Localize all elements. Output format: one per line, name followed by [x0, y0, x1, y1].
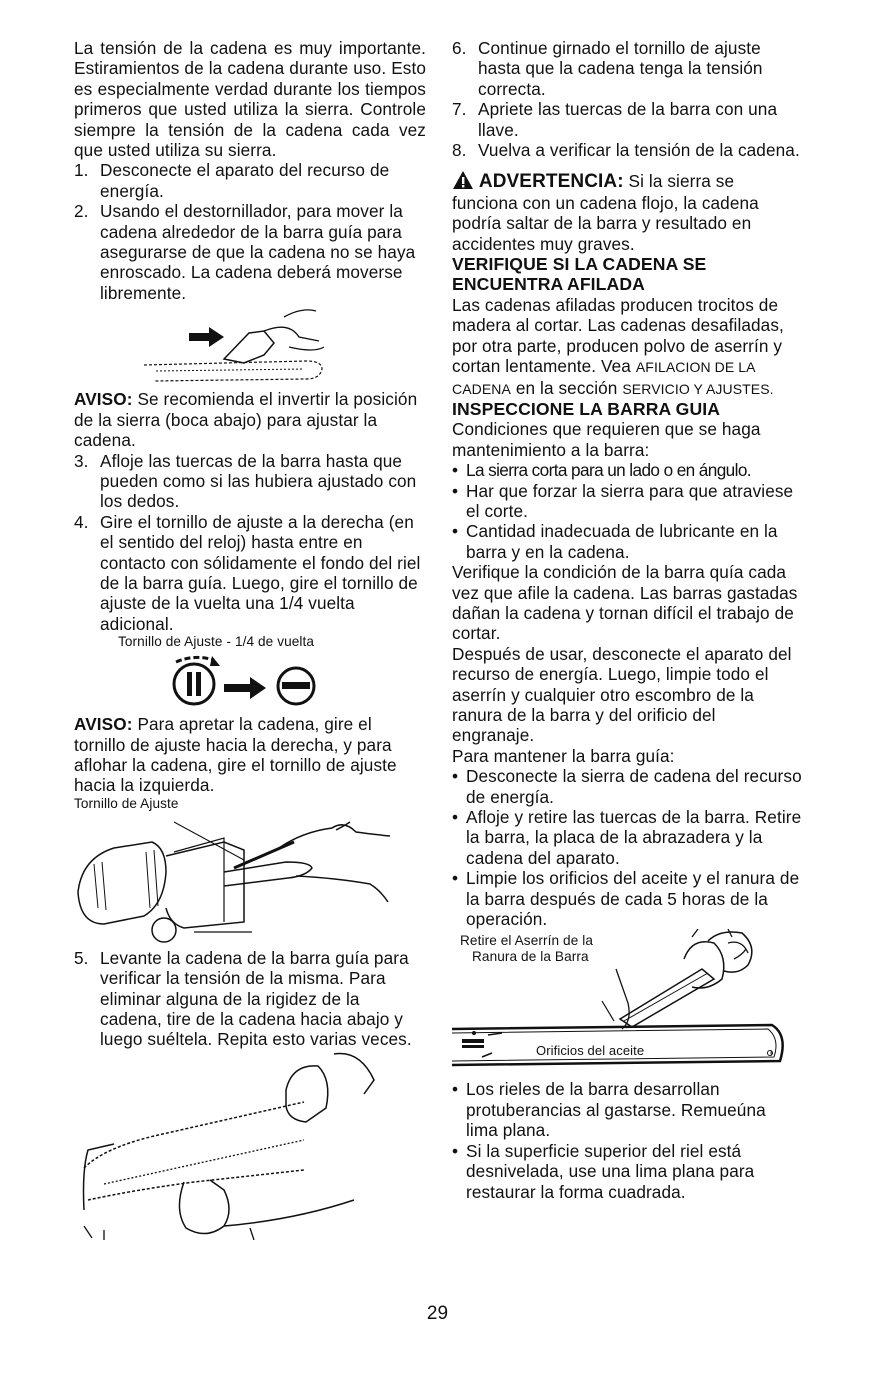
list-item	[452, 1141, 802, 1202]
list-item	[452, 481, 802, 522]
step-number: 1.	[74, 160, 89, 181]
step-3	[74, 451, 426, 512]
list-item	[452, 1079, 802, 1140]
step-2	[74, 201, 426, 303]
list-item	[452, 460, 802, 480]
step-number: 6.	[452, 38, 467, 58]
screwdriver-chain-illustration	[74, 303, 426, 389]
figure-lift-chain	[74, 1050, 426, 1240]
list-item-text: Si la superficie superior del riel está desnivelada, use una lima plana para restaurar la forma cuadrada.	[466, 1140, 755, 1202]
bullet: •	[452, 480, 459, 501]
warning-triangle-icon	[452, 170, 474, 190]
aviso-2	[74, 714, 426, 796]
aviso-label: AVISO:	[74, 714, 133, 735]
verify-paragraph: Verifique la condición de la barra quía cada vez que afile la cadena. Las barras gastadas dañan la cadena y tornan difícil el trabajo de cortar.	[452, 562, 798, 644]
bar-conditions-paragraph: Condiciones que requieren que se haga mantenimiento a la barra:	[452, 419, 761, 460]
hands-lifting-chain-illustration	[74, 1050, 426, 1240]
step-number: 2.	[74, 201, 89, 222]
figure-screwdriver-chain	[74, 303, 426, 389]
bullet: •	[452, 1079, 459, 1100]
step-1	[74, 160, 426, 201]
bar-conditions-list	[452, 460, 802, 562]
intro-paragraph: La tensión de la cadena es muy importante. Estiramientos de la cadena durante uso. Esto es especialmente verdad durante los tiempos primeros que usted utiliza la sierra. Controle siempre la tensión de la cadena cada vez que usted utiliza su sierra.	[74, 38, 426, 161]
page-number: 29	[426, 1303, 449, 1324]
saw-adjusting-illustration	[74, 812, 426, 946]
rail-maintenance-list	[452, 1079, 802, 1201]
warning-label: ADVERTENCIA:	[478, 171, 624, 193]
warning-block	[452, 170, 802, 254]
maintain-paragraph: Para mantener la barra guía:	[452, 745, 675, 766]
list-item-text: Desconecte la sierra de cadena del recurso de energía.	[466, 766, 802, 807]
aviso-1	[74, 389, 426, 450]
sharpness-text-2: en la sección	[515, 377, 618, 398]
reference-service: SERVICIO Y AJUSTES.	[622, 380, 774, 397]
list-item-text: Limpie los orificios del aceite y el ranura de la barra después de cada 5 horas de la operación.	[466, 868, 800, 930]
step-8	[452, 140, 802, 160]
figure-caption: Tornillo de Ajuste - 1/4 de vuelta	[118, 634, 315, 650]
sharpness-text: Las cadenas afiladas producen trocitos de madera al cortar. Las cadenas desafiladas, por otra parte, producen polvo de aserrín y cortan lentamente. Vea	[452, 294, 784, 377]
list-item-text: Cantidad inadecuada de lubricante en la barra y en la cadena.	[466, 521, 778, 562]
step-number: 5.	[74, 947, 89, 968]
aviso-text: Se recomienda el invertir la posición de la sierra (boca abajo) para ajustar la cadena.	[74, 389, 418, 451]
maintain-list	[452, 766, 802, 929]
step-4	[74, 512, 426, 634]
step-text: Continue girnado el tornillo de ajuste hasta que la cadena tenga la tensión correcta.	[478, 38, 763, 99]
figure-clean-groove	[452, 929, 802, 1079]
step-5	[74, 948, 426, 1050]
step-text: Usando el destornillador, para mover la cadena alrededor de la barra guía para asegurarse de que la cadena no se haya enroscado. La cadena deberá moverse libremente.	[100, 201, 416, 303]
sharpness-paragraph	[452, 295, 802, 399]
heading-inspect-bar: INSPECCIONE LA BARRA GUIA	[452, 398, 721, 419]
step-text: Desconecte el aparato del recurso de energía.	[100, 160, 390, 201]
warning-text: Si la sierra se funciona con un cadena flojo, la cadena podría saltar de la barra y resultado en accidentes muy graves.	[452, 171, 759, 254]
reference-sharpening: AFILACION DE LA CADENA	[452, 359, 755, 397]
figure-caption: Tornillo de Ajuste	[74, 795, 179, 811]
after-use-paragraph: Después de usar, desconecte el aparato del recurso de energía. Luego, limpie todo el aserrín y cualquier otro escombro de la ranura de la barra y del orificio del engranaje.	[452, 643, 792, 746]
figure-label-line: Retire el Aserrín de la	[460, 933, 594, 949]
step-text: Gire el tornillo de ajuste a la derecha (en el sentido del reloj) hasta entre en contacto con sólidamente el fondo del riel de la barra guía. Luego, gire el tornillo de ajuste de la vuelta una 1/4 vuelta adicional.	[100, 511, 421, 634]
heading-chain-sharpness: VERIFIQUE SI LA CADENA SE ENCUENTRA AFILADA	[452, 254, 707, 295]
list-item	[452, 521, 802, 562]
step-number: 3.	[74, 450, 89, 471]
bullet: •	[452, 521, 459, 542]
list-item-text: Los rieles de la barra desarrollan protuberancias al gastarse. Remueúna lima plana.	[466, 1079, 766, 1141]
bullet: •	[452, 868, 459, 889]
step-7	[452, 99, 802, 140]
step-6	[452, 38, 802, 99]
step-number: 7.	[452, 99, 467, 120]
list-item-text: Afloje y retire las tuercas de la barra. Retire la barra, la placa de la abrazadera y la cadena del aparato.	[466, 807, 802, 868]
figure-label-groove	[460, 933, 593, 965]
step-text: Vuelva a verificar la tensión de la cadena.	[478, 140, 800, 161]
step-number: 4.	[74, 511, 89, 532]
bullet: •	[452, 766, 459, 787]
screw-quarter-turn-illustration	[74, 650, 426, 712]
list-item-text: La sierra corta para un lado o en ángulo.	[466, 460, 751, 481]
left-column	[74, 38, 426, 1240]
aviso-label: AVISO:	[74, 389, 133, 410]
step-number: 8.	[452, 140, 467, 161]
list-item	[452, 766, 802, 807]
step-text: Apriete las tuercas de la barra con una llave.	[478, 99, 778, 140]
aviso-text: Para apretar la cadena, gire el tornillo de ajuste hacia la derecha, y para aflohar la cadena, gire el tornillo de ajuste hacia la izquierda.	[74, 714, 397, 796]
bullet: •	[452, 460, 459, 481]
step-text: Afloje las tuercas de la barra hasta que pueden como si las hubiera ajustado con los dedos.	[100, 450, 417, 512]
figure-label-line: Ranura de la Barra	[472, 949, 589, 965]
bullet: •	[452, 1140, 459, 1161]
right-column	[452, 38, 802, 1202]
list-item	[452, 868, 802, 929]
list-item	[452, 807, 802, 868]
list-item-text: Har que forzar la sierra para que atraviese el corte.	[466, 480, 794, 521]
figure-adjust-screw	[74, 634, 426, 714]
figure-label-oil-holes: Orificios del aceite	[536, 1043, 645, 1059]
figure-saw-adjust	[74, 796, 426, 948]
step-text: Levante la cadena de la barra guía para verificar la tensión de la misma. Para eliminar alguna de la rigidez de la cadena, tire de la cadena hacia abajo y luego suéltela. Repita esto varias veces.	[100, 947, 412, 1050]
bullet: •	[452, 807, 459, 828]
